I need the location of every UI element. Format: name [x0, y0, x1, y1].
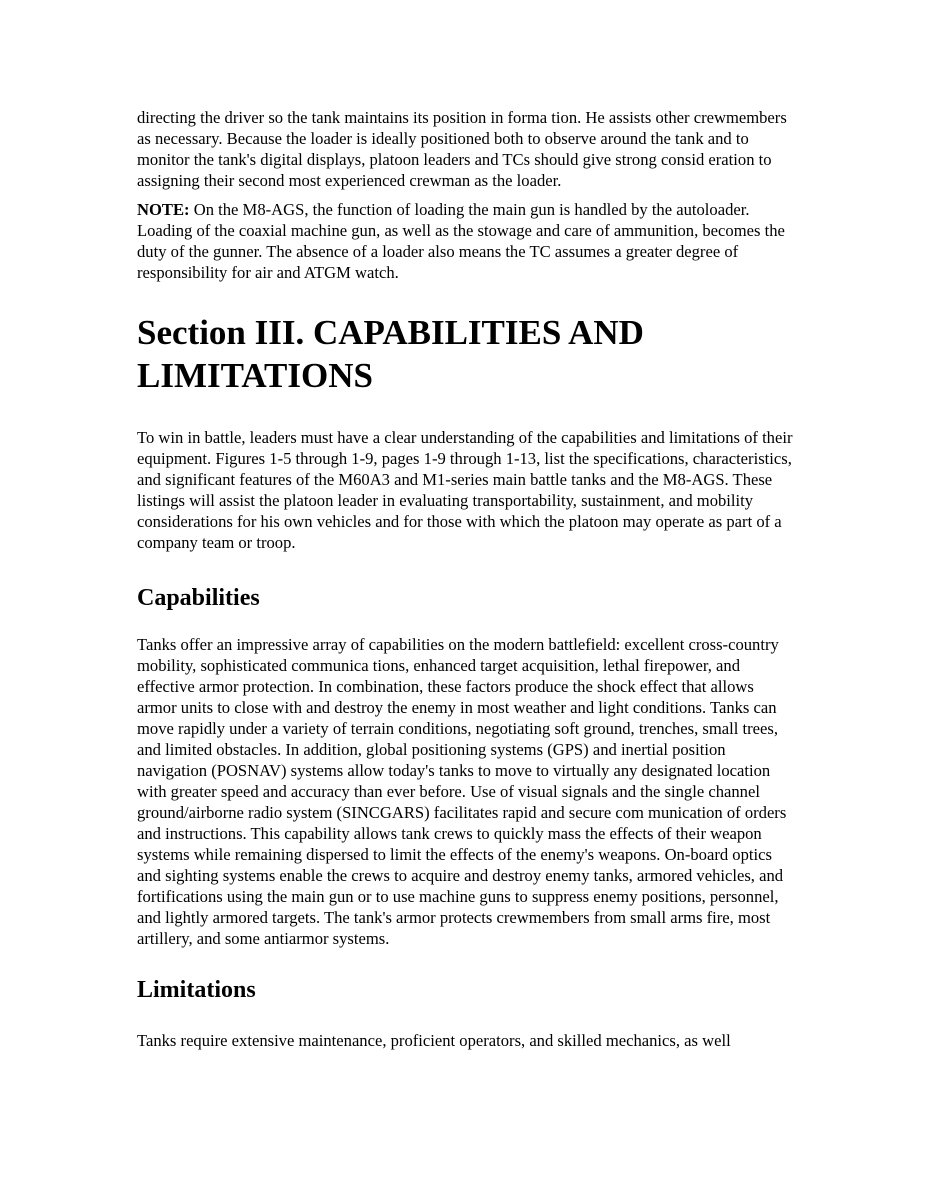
- capabilities-heading: Capabilities: [137, 585, 260, 611]
- note-text: On the M8-AGS, the function of loading the main gun is handled by the autoloader. Loading of the coaxial machine gun, as well as the stowage and care of ammunition, becomes the duty of the gunner. The absence of a loader also means the TC assumes a greater degree of responsibility for air and ATGM watch.: [137, 200, 785, 282]
- note-paragraph: [137, 199, 797, 283]
- section-title: Section III. CAPABILITIES AND LIMITATIONS: [137, 313, 644, 395]
- limitations-paragraph: Tanks require extensive maintenance, proficient operators, and skilled mechanics, as well: [137, 1031, 731, 1050]
- limitations-heading: Limitations: [137, 977, 256, 1003]
- intro-paragraph: directing the driver so the tank maintains its position in forma tion. He assists other crewmembers as necessary. Because the loader is ideally positioned both to observe around the tank and to monitor the tank's digital displays, platoon leaders and TCs should give strong consid eration to assigning their second most experienced crewman as the loader.: [137, 108, 787, 190]
- note-label: NOTE:: [137, 200, 190, 219]
- capabilities-paragraph: Tanks offer an impressive array of capabilities on the modern battlefield: excellent cross-country mobility, sophisticated communica tions, enhanced target acquisition, lethal firepower, and effective armor protection. In combination, these factors produce the shock effect that allows armor units to close with and destroy the enemy in most weather and light conditions. Tanks can move rapidly under a variety of terrain conditions, negotiating soft ground, trenches, small trees, and limited obstacles. In addition, global positioning systems (GPS) and inertial position navigation (POSNAV) systems allow today's tanks to move to virtually any designated location with greater speed and accuracy than ever before. Use of visual signals and the single channel ground/airborne radio system (SINCGARS) facilitates rapid and secure com munication of orders and instructions. This capability allows tank crews to quickly mass the effects of their weapon systems while remaining dispersed to limit the effects of the enemy's weapons. On-board optics and sighting systems enable the crews to acquire and destroy enemy tanks, armored vehicles, and fortifications using the main gun or to use machine guns to suppress enemy positions, personnel, and lightly armored targets. The tank's armor protects crewmembers from small arms fire, most artillery, and some antiarmor systems.: [137, 635, 787, 948]
- document-page: [137, 107, 797, 1059]
- section-intro-paragraph: To win in battle, leaders must have a clear understanding of the capabilities and limitations of their equipment. Figures 1-5 through 1-9, pages 1-9 through 1-13, list the specifications, characteristics, and significant features of the M60A3 and M1-series main battle tanks and the M8-AGS. These listings will assist the platoon leader in evaluating transportability, sustainment, and mobility considerations for his own vehicles and for those with which the platoon may operate as part of a company team or troop.: [137, 428, 793, 552]
